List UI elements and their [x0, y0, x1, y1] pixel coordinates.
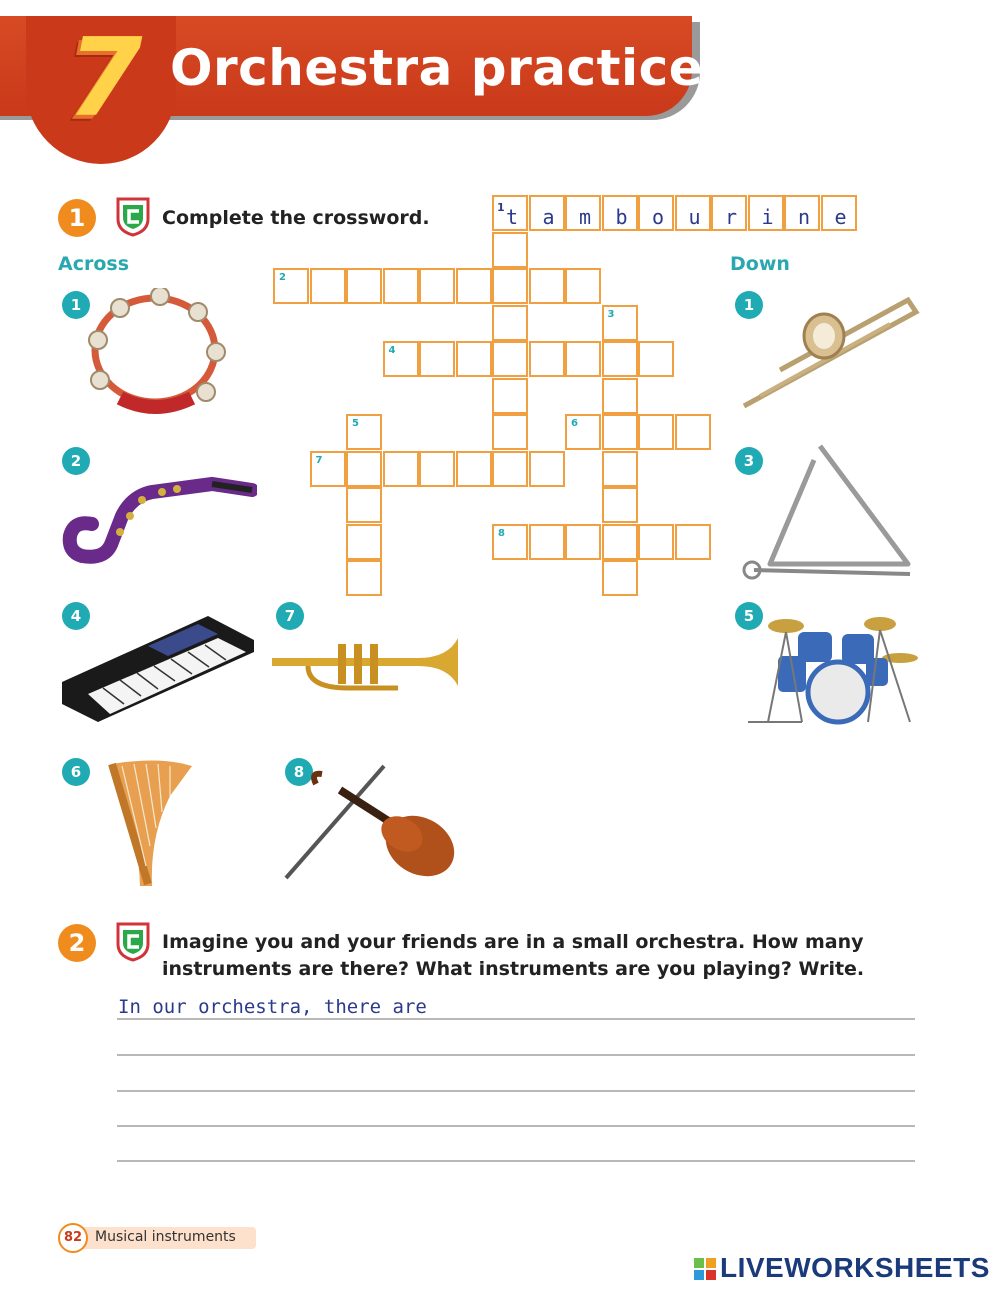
crossword-cell[interactable] [565, 414, 601, 450]
shield-icon [116, 922, 150, 962]
crossword-cell[interactable] [346, 524, 382, 560]
crossword-cell[interactable] [602, 341, 638, 377]
crossword-cell[interactable] [346, 451, 382, 487]
crossword-cell[interactable] [383, 268, 419, 304]
crossword-cell[interactable] [529, 195, 565, 231]
crossword-cell[interactable] [638, 524, 674, 560]
across-badge-8: 8 [285, 758, 313, 786]
crossword-cell[interactable] [602, 487, 638, 523]
across-label: Across [58, 253, 130, 275]
clue-number: 8 [498, 527, 505, 539]
crossword-cell[interactable] [675, 524, 711, 560]
crossword-cell[interactable] [346, 414, 382, 450]
crossword-cell[interactable] [273, 268, 309, 304]
crossword-cell[interactable] [711, 195, 747, 231]
writing-line[interactable] [117, 1160, 915, 1162]
crossword-cell[interactable] [602, 414, 638, 450]
clue-number: 2 [279, 272, 286, 283]
crossword-letter: i [761, 205, 774, 229]
crossword-cell[interactable] [565, 268, 601, 304]
footer-section: Musical instruments [95, 1229, 236, 1245]
crossword-cell[interactable] [602, 451, 638, 487]
crossword-cell[interactable] [675, 195, 711, 231]
down-badge-3: 3 [735, 447, 763, 475]
crossword-cell[interactable] [638, 195, 674, 231]
crossword-grid [0, 0, 1000, 620]
answer-text[interactable]: In our orchestra, there are [118, 996, 427, 1018]
crossword-cell[interactable] [383, 451, 419, 487]
crossword-letter: a [542, 205, 555, 229]
down-label: Down [730, 253, 790, 275]
crossword-letter: m [578, 205, 592, 229]
crossword-cell[interactable] [638, 341, 674, 377]
crossword-cell[interactable] [492, 451, 528, 487]
down-badge-5: 5 [735, 602, 763, 630]
across-badge-4: 4 [62, 602, 90, 630]
crossword-letter: t [505, 205, 519, 229]
writing-line[interactable] [117, 1054, 915, 1056]
crossword-cell[interactable] [784, 195, 820, 231]
crossword-cell[interactable] [492, 195, 528, 231]
crossword-cell[interactable] [492, 268, 528, 304]
writing-line[interactable] [117, 1090, 915, 1092]
brand-name: LIVEWORKSHEETS [720, 1252, 990, 1283]
crossword-cell[interactable] [529, 451, 565, 487]
keyboard-icon [58, 612, 258, 724]
crossword-cell[interactable] [565, 341, 601, 377]
exercise-2-number: 2 [58, 924, 96, 962]
crossword-letter: r [724, 205, 738, 229]
crossword-cell[interactable] [456, 268, 492, 304]
crossword-cell[interactable] [492, 232, 528, 268]
crossword-cell[interactable] [456, 341, 492, 377]
crossword-cell[interactable] [638, 414, 674, 450]
clue-number: 1 [497, 201, 505, 214]
crossword-cell[interactable] [565, 195, 601, 231]
crossword-cell[interactable] [419, 268, 455, 304]
crossword-cell[interactable] [492, 524, 528, 560]
crossword-cell[interactable] [748, 195, 784, 231]
across-badge-7: 7 [276, 602, 304, 630]
crossword-cell[interactable] [675, 414, 711, 450]
crossword-cell[interactable] [346, 560, 382, 596]
liveworksheets-logo-icon [694, 1258, 716, 1280]
crossword-cell[interactable] [492, 414, 528, 450]
crossword-cell[interactable] [602, 195, 638, 231]
clue-number: 4 [388, 345, 396, 356]
crossword-cell[interactable] [602, 378, 638, 414]
across-badge-1: 1 [62, 291, 90, 319]
clue-number: 3 [607, 308, 615, 320]
clue-number: 5 [352, 418, 359, 429]
clue-number: 6 [571, 418, 578, 429]
crossword-cell[interactable] [602, 524, 638, 560]
crossword-cell[interactable] [346, 268, 382, 304]
crossword-cell[interactable] [565, 524, 601, 560]
page-title: Orchestra practice [170, 39, 704, 97]
crossword-cell[interactable] [492, 305, 528, 341]
harp-icon [100, 756, 200, 891]
crossword-cell[interactable] [456, 451, 492, 487]
crossword-letter: b [615, 205, 628, 229]
crossword-letter: e [834, 205, 847, 229]
crossword-cell[interactable] [602, 305, 638, 341]
crossword-cell[interactable] [492, 378, 528, 414]
crossword-cell[interactable] [310, 451, 346, 487]
across-badge-2: 2 [62, 447, 90, 475]
page-number: 82 [58, 1223, 88, 1253]
clue-number: 7 [315, 454, 323, 466]
crossword-cell[interactable] [529, 341, 565, 377]
violin-icon [280, 762, 460, 884]
exercise-1-number: 1 [58, 199, 96, 237]
crossword-cell[interactable] [529, 524, 565, 560]
writing-line[interactable] [117, 1125, 915, 1127]
crossword-cell[interactable] [383, 341, 419, 377]
crossword-cell[interactable] [346, 487, 382, 523]
down-badge-1: 1 [735, 291, 763, 319]
crossword-cell[interactable] [492, 341, 528, 377]
across-badge-6: 6 [62, 758, 90, 786]
crossword-cell[interactable] [821, 195, 857, 231]
exercise-2-instruction-line-1: Imagine you and your friends are in a small orchestra. How many [162, 931, 864, 953]
crossword-cell[interactable] [602, 560, 638, 596]
crossword-letter: u [688, 205, 701, 229]
exercise-1-instruction: Complete the crossword. [162, 207, 430, 229]
exercise-2-instruction-line-2: instruments are there? What instruments are you playing? Write. [162, 958, 865, 980]
crossword-cell[interactable] [529, 268, 565, 304]
crossword-cell[interactable] [310, 268, 346, 304]
crossword-cell[interactable] [419, 341, 455, 377]
crossword-cell[interactable] [419, 451, 455, 487]
trumpet-icon [268, 630, 473, 695]
writing-line[interactable] [117, 1018, 915, 1020]
unit-number: 7 [67, 16, 143, 141]
drum-kit-icon [738, 612, 930, 727]
crossword-letter: n [797, 205, 811, 229]
crossword-letter: o [651, 205, 665, 229]
